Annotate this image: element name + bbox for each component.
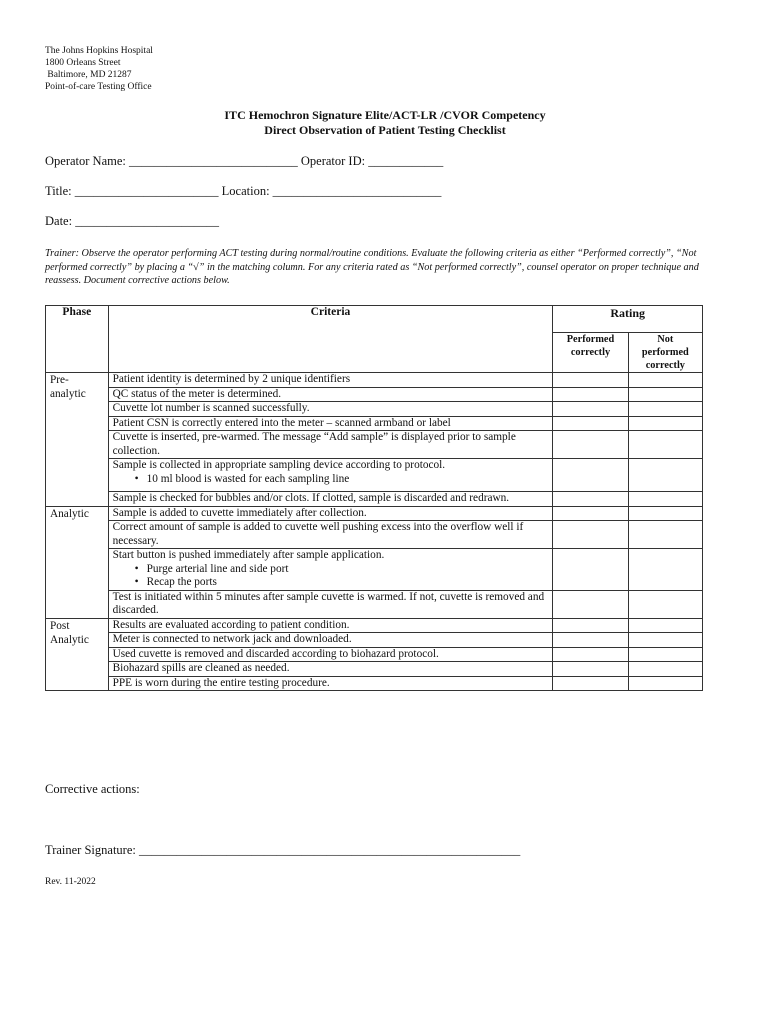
address-line: 1800 Orleans Street <box>45 58 121 68</box>
sub-criteria-bullet: • 10 ml blood is wasted for each sampling line <box>147 473 549 487</box>
criteria-item: PPE is worn during the entire testing procedure. <box>108 676 553 691</box>
hospital-address <box>45 45 153 93</box>
not-performed-checkbox[interactable] <box>628 647 702 662</box>
not-performed-checkbox[interactable] <box>628 431 702 459</box>
performed-checkbox[interactable] <box>553 506 628 521</box>
rating-header: Rating <box>553 306 703 333</box>
performed-correctly-header: Performed correctly <box>553 333 628 373</box>
criteria-item: Biohazard spills are cleaned as needed. <box>108 662 553 677</box>
phase-post-analytic: Post Analytic <box>46 618 109 691</box>
criteria-item: Sample is checked for bubbles and/or clots. If clotted, sample is discarded and redrawn. <box>108 492 553 507</box>
not-performed-checkbox[interactable] <box>628 492 702 507</box>
not-performed-checkbox[interactable] <box>628 402 702 417</box>
criteria-item: Results are evaluated according to patient condition. <box>108 618 553 633</box>
revision-label: Rev. 11-2022 <box>45 877 96 887</box>
performed-checkbox[interactable] <box>553 373 628 388</box>
phase-header: Phase <box>46 306 109 373</box>
address-line: Point-of-care Testing Office <box>45 82 152 92</box>
performed-checkbox[interactable] <box>553 590 628 618</box>
not-performed-checkbox[interactable] <box>628 373 702 388</box>
trainer-instructions: Trainer: Observe the operator performing ACT testing during normal/routine conditions. Evaluate the following criteria as either “Performed correctly”, “Not performed correctly” by placing a “√” in the matching column. For any criteria rated as “Not performed correctly”, counsel operator on proper technique and reassess. Document corrective actions below. <box>45 248 699 286</box>
not-performed-checkbox[interactable] <box>628 618 702 633</box>
criteria-item: Cuvette is inserted, pre-warmed. The message “Add sample” is displayed prior to sample collection. <box>108 431 553 459</box>
sub-criteria-bullet: • Purge arterial line and side port <box>147 563 549 577</box>
performed-checkbox[interactable] <box>553 387 628 402</box>
criteria-item: Cuvette lot number is scanned successfully. <box>108 402 553 417</box>
performed-checkbox[interactable] <box>553 676 628 691</box>
not-performed-checkbox[interactable] <box>628 387 702 402</box>
performed-checkbox[interactable] <box>553 662 628 677</box>
not-performed-checkbox[interactable] <box>628 590 702 618</box>
performed-checkbox[interactable] <box>553 459 628 492</box>
address-line: Baltimore, MD 21287 <box>45 70 132 80</box>
criteria-header: Criteria <box>108 306 553 373</box>
criteria-item-with-bullets: Sample is collected in appropriate sampling device according to protocol. • 10 ml blood is wasted for each sampling line <box>108 459 553 492</box>
not-performed-checkbox[interactable] <box>628 662 702 677</box>
criteria-item-with-bullets: Start button is pushed immediately after sample application. • Purge arterial line and side port • Recap the ports <box>108 549 553 591</box>
criteria-item: Test is initiated within 5 minutes after sample cuvette is warmed. If not, cuvette is removed and discarded. <box>108 590 553 618</box>
date-field[interactable]: Date: _______________________ <box>45 214 219 228</box>
criteria-item: QC status of the meter is determined. <box>108 387 553 402</box>
corrective-actions-label: Corrective actions: <box>45 782 140 796</box>
criteria-item: Meter is connected to network jack and downloaded. <box>108 633 553 648</box>
criteria-item: Patient identity is determined by 2 unique identifiers <box>108 373 553 388</box>
performed-checkbox[interactable] <box>553 492 628 507</box>
not-performed-checkbox[interactable] <box>628 416 702 431</box>
performed-checkbox[interactable] <box>553 416 628 431</box>
criteria-item: Sample is added to cuvette immediately after collection. <box>108 506 553 521</box>
performed-checkbox[interactable] <box>553 633 628 648</box>
performed-checkbox[interactable] <box>553 549 628 591</box>
performed-checkbox[interactable] <box>553 431 628 459</box>
performed-checkbox[interactable] <box>553 521 628 549</box>
not-performed-checkbox[interactable] <box>628 676 702 691</box>
title-location-field[interactable]: Title: _______________________ Location: ___________________________ <box>45 184 442 198</box>
not-performed-checkbox[interactable] <box>628 633 702 648</box>
sub-criteria-bullet: • Recap the ports <box>147 576 549 590</box>
competency-table <box>45 305 703 691</box>
criteria-item: Patient CSN is correctly entered into the meter – scanned armband or label <box>108 416 553 431</box>
criteria-item: Used cuvette is removed and discarded according to biohazard protocol. <box>108 647 553 662</box>
performed-checkbox[interactable] <box>553 647 628 662</box>
criteria-item: Correct amount of sample is added to cuvette well pushing excess into the overflow well if necessary. <box>108 521 553 549</box>
trainer-signature-field[interactable]: Trainer Signature: _____________________________________________________________ <box>45 843 521 857</box>
not-performed-checkbox[interactable] <box>628 459 702 492</box>
phase-pre-analytic: Pre-analytic <box>46 373 109 507</box>
document-subtitle: Direct Observation of Patient Testing Checklist <box>264 123 506 137</box>
address-line: The Johns Hopkins Hospital <box>45 46 153 56</box>
not-performed-checkbox[interactable] <box>628 521 702 549</box>
operator-name-id-field[interactable]: Operator Name: ___________________________ Operator ID: ____________ <box>45 154 444 168</box>
not-performed-correctly-header: Not performed correctly <box>628 333 702 373</box>
phase-analytic: Analytic <box>46 506 109 618</box>
not-performed-checkbox[interactable] <box>628 506 702 521</box>
document-title: ITC Hemochron Signature Elite/ACT-LR /CVOR Competency <box>224 108 546 122</box>
performed-checkbox[interactable] <box>553 402 628 417</box>
performed-checkbox[interactable] <box>553 618 628 633</box>
not-performed-checkbox[interactable] <box>628 549 702 591</box>
